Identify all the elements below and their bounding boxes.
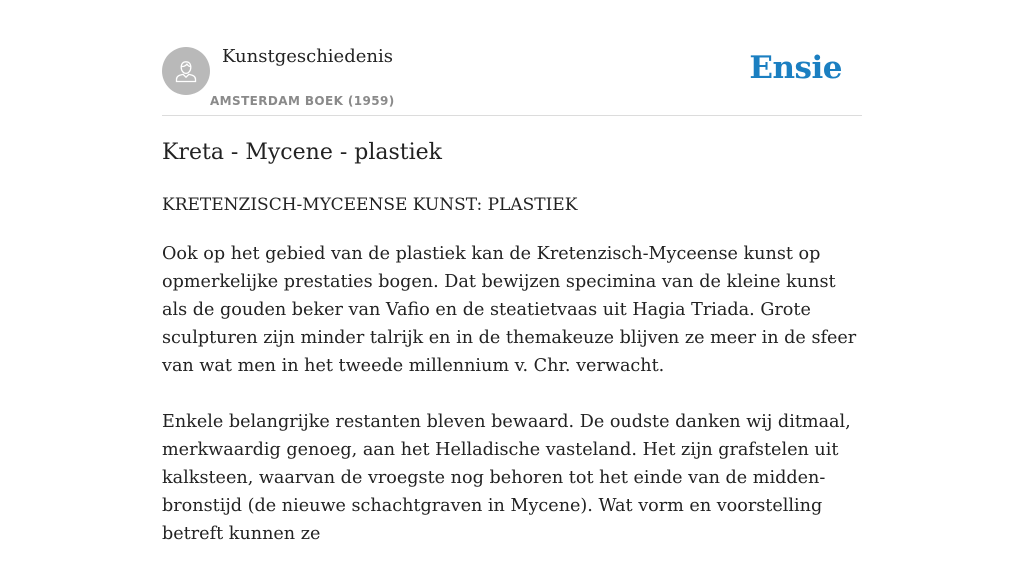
paragraph: Enkele belangrijke restanten bleven bewaard. De oudste danken wij ditmaal, merkwaardig genoeg, aan het Helladische vasteland. Het zijn grafstelen uit kalksteen, waarvan de vroegste nog behoren tot het einde van de midden-bronstijd (de nieuwe schachtgraven in Mycene). Wat vorm en voorstelling betreft kunnen ze [162,412,851,544]
avatar[interactable] [162,47,210,95]
header [162,0,862,116]
article-body [162,240,862,576]
content-column [162,0,862,544]
source-label: AMSTERDAM BOEK (1959) [210,94,395,108]
paragraph: Ook op het gebied van de plastiek kan de Kretenzisch-Myceense kunst op opmerkelijke prestaties bogen. Dat bewijzen specimina van de kleine kunst als de gouden beker van Vafio en de steatietvaas uit Hagia Triada. Grote sculpturen zijn minder talrijk en in de themakeuze blijven ze meer in de sfeer van wat men in het tweede millennium v. Chr. verwacht. [162,244,857,376]
user-icon [172,57,200,85]
author-name[interactable]: Kunstgeschiedenis [222,46,393,67]
article-title: Kreta - Mycene - plastiek [162,140,443,165]
article-subtitle: KRETENZISCH-MYCEENSE KUNST: PLASTIEK [162,195,578,215]
ensie-logo[interactable]: Ensie [749,50,842,86]
